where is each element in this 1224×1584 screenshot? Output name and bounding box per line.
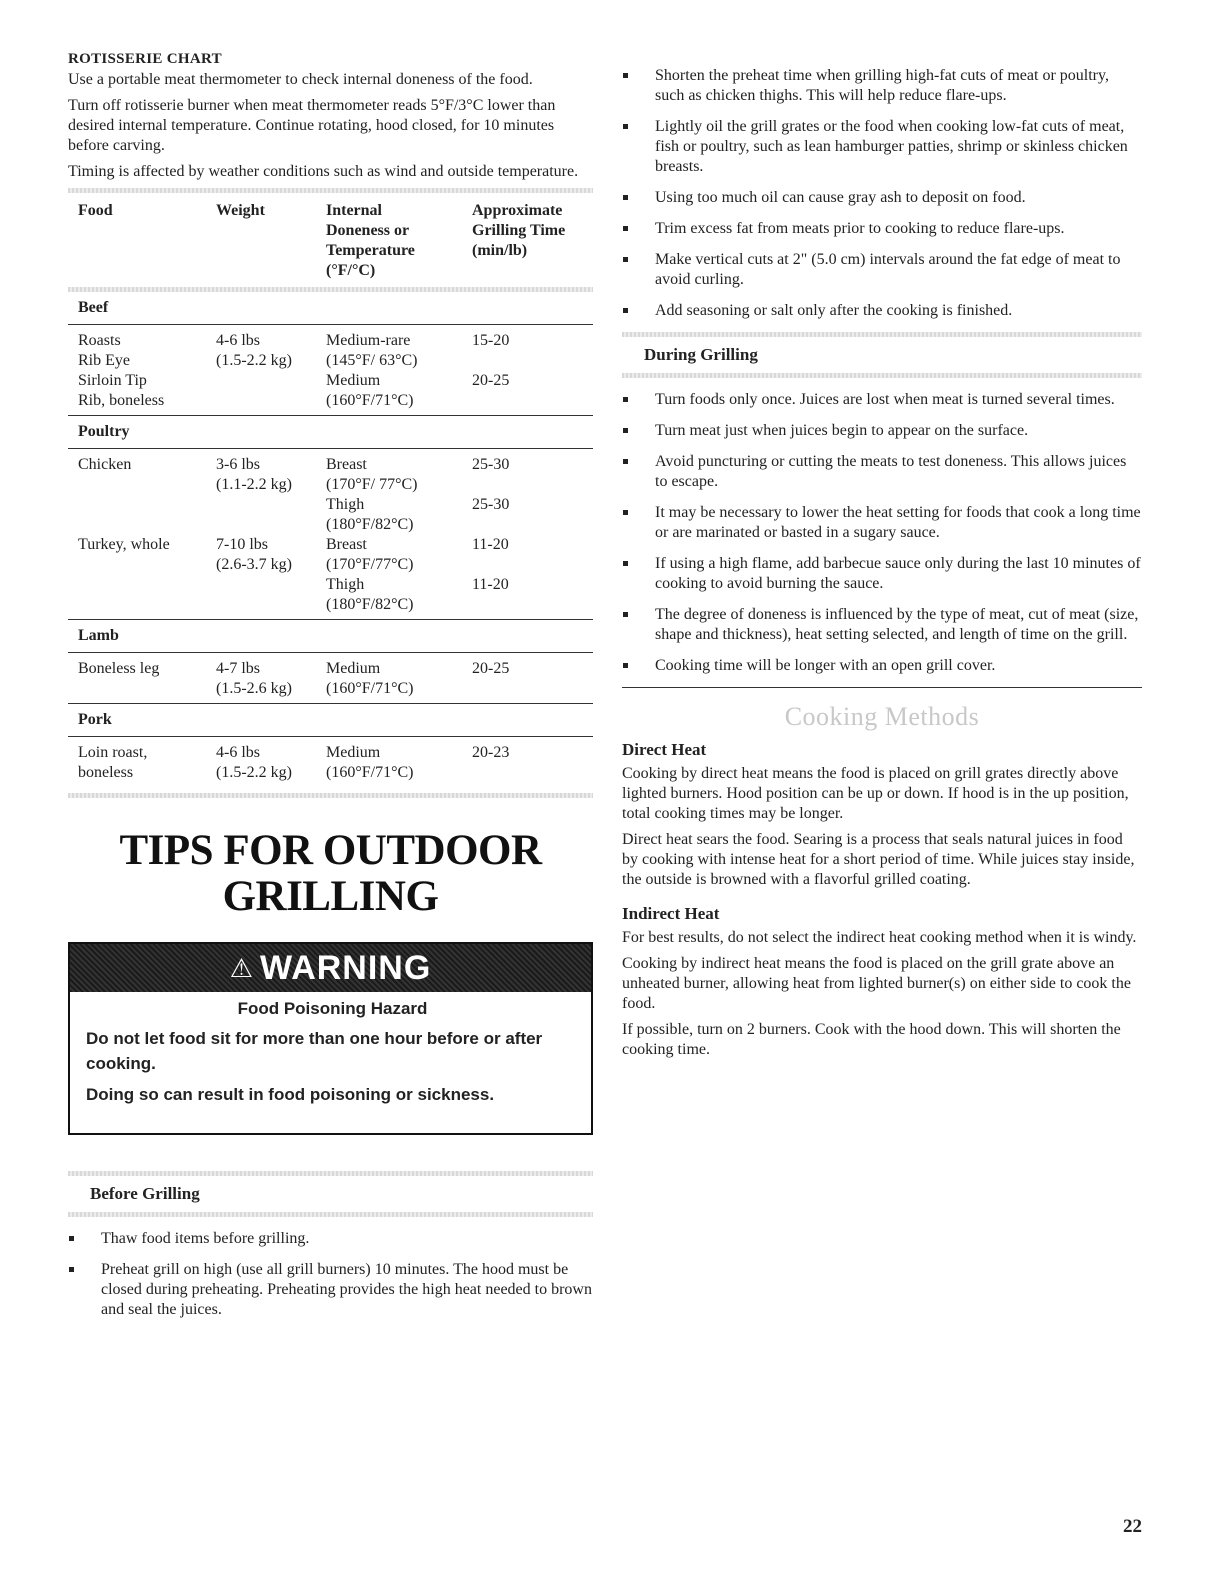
rotisserie-paragraph: Timing is affected by weather conditions such as wind and outside temperature. (68, 163, 579, 180)
list-item: The degree of doneness is influenced by the type of meat, cut of meat (size, shape and thickness), heat setting selected, and length of time on the grill. (622, 605, 1142, 645)
food-cell: Chicken Turkey, whole (78, 456, 170, 553)
doneness-cell: Medium (160°F/71°C) (326, 744, 414, 781)
table-row (68, 325, 593, 416)
weight-cell: 4-6 lbs (1.5-2.2 kg) (216, 744, 292, 781)
square-bullet-icon (69, 1267, 74, 1272)
direct-heat-paragraph: Direct heat sears the food. Searing is a process that seals natural juices in food by cooking with intense heat for a short period of time. While juices stay inside, the outside is browned with a flavorful grilled coating. (622, 831, 1135, 888)
section-divider (622, 687, 1142, 688)
warning-content (70, 992, 591, 1133)
warning-triangle-icon: ⚠ (229, 952, 254, 983)
square-bullet-icon (623, 459, 628, 464)
time-cell: 15-20 20-25 (472, 332, 510, 389)
list-item: Avoid puncturing or cutting the meats to test doneness. This allows juices to escape. (622, 452, 1142, 492)
section-bottom-rule (68, 1212, 593, 1217)
square-bullet-icon (623, 257, 628, 262)
list-item: Thaw food items before grilling. (68, 1229, 593, 1249)
list-item: Shorten the preheat time when grilling high-fat cuts of meat or poultry, such as chicken thighs. This will help reduce flare-ups. (622, 66, 1142, 106)
square-bullet-icon (623, 612, 628, 617)
list-item: Cooking time will be longer with an open grill cover. (622, 656, 1142, 676)
section-bottom-rule (622, 373, 1142, 378)
time-cell: 20-23 (472, 744, 510, 761)
weight-cell: 4-6 lbs (1.5-2.2 kg) (216, 332, 292, 369)
title-line-2: GRILLING (222, 873, 439, 920)
warning-banner (70, 944, 591, 992)
bullet-list (68, 1229, 593, 1320)
warning-box (68, 942, 593, 1135)
table-header-row (68, 193, 593, 287)
square-bullet-icon (623, 73, 628, 78)
square-bullet-icon (623, 428, 628, 433)
section-label: Poultry (68, 416, 593, 449)
square-bullet-icon (623, 195, 628, 200)
square-bullet-icon (623, 663, 628, 668)
table-row (68, 737, 593, 788)
before-grilling-section (68, 1171, 593, 1320)
column-header-weight: Weight (216, 202, 265, 219)
warning-label: WARNING (259, 948, 432, 987)
rotisserie-paragraph: Turn off rotisserie burner when meat thermometer reads 5°F/3°C lower than desired internal temperature. Continue rotating, hood closed, for 10 minutes before carving. (68, 97, 556, 154)
title-line-1: TIPS FOR OUTDOOR (119, 827, 542, 874)
list-item: Using too much oil can cause gray ash to deposit on food. (622, 188, 1142, 208)
warning-text: Do not let food sit for more than one hour before or after cooking. (86, 1029, 543, 1073)
section-header-pork (68, 704, 593, 737)
direct-heat-heading: Direct Heat (622, 740, 707, 759)
weight-cell: 4-7 lbs (1.5-2.6 kg) (216, 660, 292, 697)
bullet-list (622, 390, 1142, 676)
weight-cell: 3-6 lbs (1.1-2.2 kg) 7-10 lbs (2.6-3.7 kg) (216, 456, 292, 573)
square-bullet-icon (623, 308, 628, 313)
column-header-doneness: Internal Doneness or Temperature (°F/°C) (326, 202, 415, 279)
during-grilling-section (622, 332, 1142, 676)
rotisserie-chart-title: ROTISSERIE CHART (68, 51, 222, 67)
square-bullet-icon (623, 124, 628, 129)
right-column (622, 66, 1142, 1066)
section-header-lamb (68, 620, 593, 653)
food-cell: Roasts Rib Eye Sirloin Tip Rib, boneless (78, 332, 165, 409)
table-row (68, 653, 593, 704)
column-header-time: Approximate Grilling Time (min/lb) (472, 202, 566, 259)
section-label: Lamb (68, 620, 593, 653)
indirect-heat-heading: Indirect Heat (622, 904, 720, 923)
table-bottom-rule (68, 793, 593, 798)
list-item: Turn foods only once. Juices are lost when meat is turned several times. (622, 390, 1142, 410)
indirect-heat-paragraph: For best results, do not select the indirect heat cooking method when it is windy. (622, 929, 1137, 946)
food-cell: Loin roast, boneless (78, 744, 148, 781)
list-item: It may be necessary to lower the heat setting for foods that cook a long time or are marinated or basted in a sugary sauce. (622, 503, 1142, 543)
list-item: Turn meat just when juices begin to appear on the surface. (622, 421, 1142, 441)
doneness-cell: Medium-rare (145°F/ 63°C) Medium (160°F/71°C) (326, 332, 418, 409)
list-item: Trim excess fat from meats prior to cooking to reduce flare-ups. (622, 219, 1142, 239)
warning-text: Doing so can result in food poisoning or sickness. (86, 1085, 495, 1104)
rotisserie-table (68, 193, 593, 287)
table-row (68, 449, 593, 620)
section-heading: During Grilling (644, 345, 758, 364)
direct-heat-paragraph: Cooking by direct heat means the food is placed on grill grates directly above lighted burners. Hood position can be up or down. If hood is in the up position, total cooking times may be longer. (622, 765, 1129, 822)
square-bullet-icon (623, 397, 628, 402)
cooking-methods-title: Cooking Methods (784, 702, 980, 731)
time-cell: 25-30 25-30 11-20 11-20 (472, 456, 510, 593)
section-header-beef (68, 292, 593, 325)
page-title (68, 828, 593, 920)
rotisserie-paragraph: Use a portable meat thermometer to check internal doneness of the food. (68, 71, 533, 88)
section-label: Pork (68, 704, 593, 737)
page-number: 22 (1123, 1516, 1142, 1537)
list-item: Lightly oil the grill grates or the food when cooking low-fat cuts of meat, fish or poultry, such as lean hamburger patties, shrimp or skinless chicken breasts. (622, 117, 1142, 177)
list-item: Make vertical cuts at 2" (5.0 cm) intervals around the fat edge of meat to avoid curling. (622, 250, 1142, 290)
food-cell: Boneless leg (78, 660, 160, 677)
rotisserie-table-body (68, 292, 593, 787)
list-item: Add seasoning or salt only after the cooking is finished. (622, 301, 1142, 321)
indirect-heat-paragraph: Cooking by indirect heat means the food is placed on the grill grate above an unheated burner, allowing heat from lighted burner(s) on either side to cook the food. (622, 955, 1131, 1012)
column-header-food: Food (78, 202, 113, 219)
square-bullet-icon (623, 561, 628, 566)
section-label: Beef (68, 292, 593, 325)
list-item: Preheat grill on high (use all grill burners) 10 minutes. The hood must be closed during preheating. Preheating provides the high heat needed to brown and seal the juices. (68, 1260, 593, 1320)
square-bullet-icon (623, 510, 628, 515)
indirect-heat-paragraph: If possible, turn on 2 burners. Cook with the hood down. This will shorten the cooking time. (622, 1021, 1121, 1058)
list-item: If using a high flame, add barbecue sauce only during the last 10 minutes of cooking to avoid burning the sauce. (622, 554, 1142, 594)
hazard-title: Food Poisoning Hazard (237, 999, 428, 1018)
left-column (68, 50, 593, 1331)
time-cell: 20-25 (472, 660, 510, 677)
square-bullet-icon (623, 226, 628, 231)
square-bullet-icon (69, 1236, 74, 1241)
doneness-cell: Medium (160°F/71°C) (326, 660, 414, 697)
doneness-cell: Breast (170°F/ 77°C) Thigh (180°F/82°C) Breast (170°F/77°C) Thigh (180°F/82°C) (326, 456, 418, 613)
bullet-list (622, 66, 1142, 321)
section-header-poultry (68, 416, 593, 449)
section-heading: Before Grilling (90, 1184, 200, 1203)
